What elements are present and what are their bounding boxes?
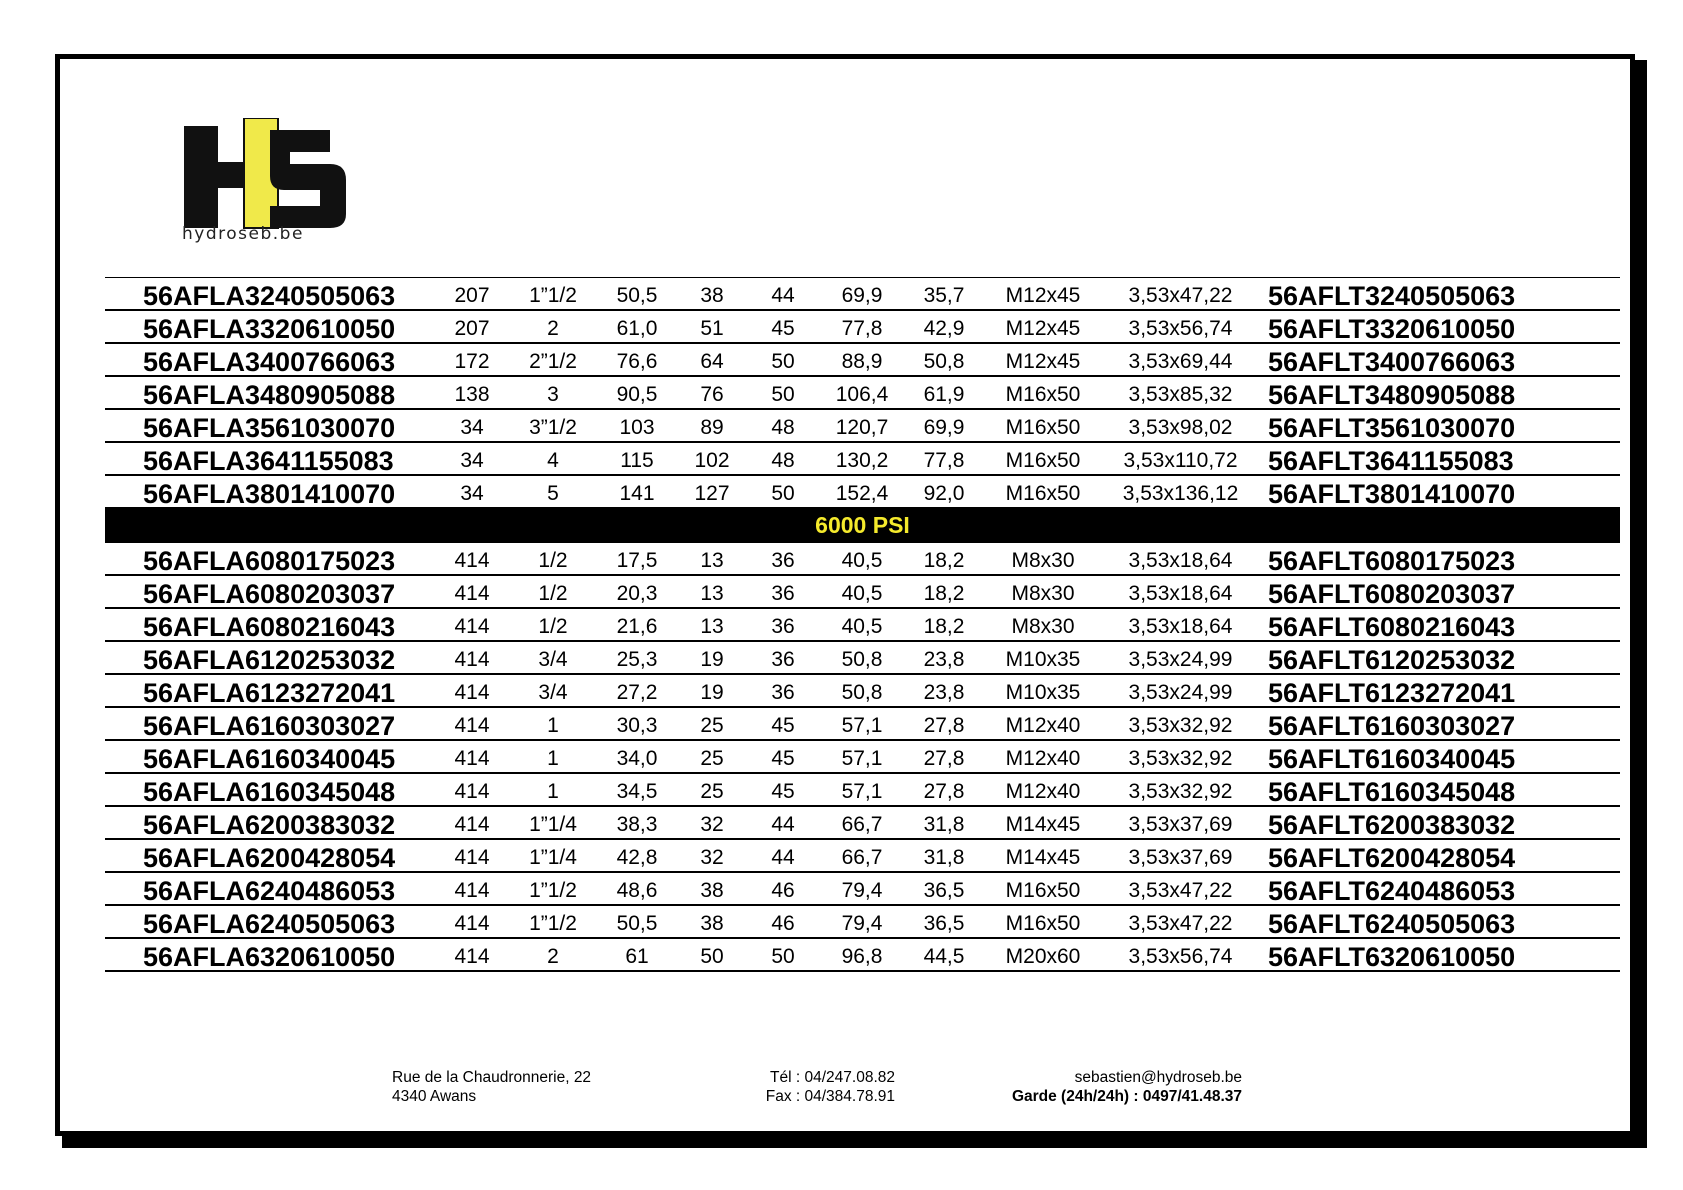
fax: Fax : 04/384.78.91	[765, 1088, 895, 1105]
table-cell: 50,8	[819, 674, 905, 707]
table-cell: 40,5	[819, 608, 905, 641]
table-cell: 127	[677, 475, 747, 508]
table-cell: 36,5	[905, 872, 983, 905]
table-cell: 40,5	[819, 542, 905, 575]
table-cell: 1	[509, 740, 597, 773]
part-code-t: 56AFLT6200428054	[1258, 839, 1620, 872]
part-code-a: 56AFLA6080175023	[105, 542, 435, 575]
table-cell: 414	[435, 938, 509, 971]
table-cell: 38	[677, 905, 747, 938]
table-cell: 2”1/2	[509, 343, 597, 376]
table-cell: 76	[677, 376, 747, 409]
table-row	[105, 409, 1620, 442]
table-cell: 45	[747, 310, 819, 343]
table-cell: 36	[747, 674, 819, 707]
part-code-a: 56AFLA3801410070	[105, 475, 435, 508]
table-cell: 1	[509, 773, 597, 806]
table-cell: 1/2	[509, 608, 597, 641]
table-cell: 76,6	[597, 343, 677, 376]
table-cell: 207	[435, 310, 509, 343]
emergency-line: Garde (24h/24h) : 0497/41.48.37	[1011, 1088, 1242, 1105]
table-cell: 18,2	[905, 542, 983, 575]
table-cell: 25,3	[597, 641, 677, 674]
table-row	[105, 641, 1620, 674]
table-cell: 106,4	[819, 376, 905, 409]
table-cell: 3,53x37,69	[1103, 806, 1258, 839]
part-code-t: 56AFLT6160345048	[1258, 773, 1620, 806]
table-cell: 414	[435, 542, 509, 575]
table-cell: 44	[747, 839, 819, 872]
table-cell: 2	[509, 310, 597, 343]
table-cell: 36	[747, 575, 819, 608]
table-cell: 18,2	[905, 575, 983, 608]
table-row	[105, 575, 1620, 608]
table-cell: 115	[597, 442, 677, 475]
table-cell: 79,4	[819, 872, 905, 905]
table-cell: 13	[677, 608, 747, 641]
table-cell: 27,2	[597, 674, 677, 707]
table-cell: 57,1	[819, 707, 905, 740]
table-body-3000	[105, 278, 1620, 509]
table-cell: 3,53x32,92	[1103, 740, 1258, 773]
table-cell: 61	[597, 938, 677, 971]
table-cell: 25	[677, 773, 747, 806]
table-cell: 1”1/2	[509, 905, 597, 938]
table-cell: 414	[435, 740, 509, 773]
table-cell: 88,9	[819, 343, 905, 376]
table-cell: 44,5	[905, 938, 983, 971]
table-cell: 25	[677, 707, 747, 740]
table-cell: 46	[747, 905, 819, 938]
table-cell: 77,8	[819, 310, 905, 343]
part-code-a: 56AFLA3400766063	[105, 343, 435, 376]
table-cell: M12x45	[983, 278, 1103, 311]
part-code-a: 56AFLA6080203037	[105, 575, 435, 608]
table-cell: 414	[435, 773, 509, 806]
table-cell: 13	[677, 575, 747, 608]
table-cell: 3,53x110,72	[1103, 442, 1258, 475]
table-cell: 79,4	[819, 905, 905, 938]
table-cell: 414	[435, 674, 509, 707]
table-cell: 3,53x47,22	[1103, 872, 1258, 905]
table-row	[105, 740, 1620, 773]
part-code-t: 56AFLT3400766063	[1258, 343, 1620, 376]
table-cell: 3,53x56,74	[1103, 938, 1258, 971]
part-code-a: 56AFLA3561030070	[105, 409, 435, 442]
table-cell: 35,7	[905, 278, 983, 311]
table-cell: 3/4	[509, 641, 597, 674]
table-cell: 50,8	[905, 343, 983, 376]
table-cell: 50	[747, 475, 819, 508]
table-cell: 1”1/4	[509, 806, 597, 839]
table-row	[105, 938, 1620, 971]
part-code-t: 56AFLT3641155083	[1258, 442, 1620, 475]
table-cell: 3,53x18,64	[1103, 608, 1258, 641]
table-cell: 3”1/2	[509, 409, 597, 442]
part-code-a: 56AFLA6320610050	[105, 938, 435, 971]
table-cell: 69,9	[905, 409, 983, 442]
footer-address	[392, 1068, 591, 1106]
table-cell: 23,8	[905, 641, 983, 674]
table-row	[105, 905, 1620, 938]
table-cell: 3,53x85,32	[1103, 376, 1258, 409]
table-cell: M8x30	[983, 575, 1103, 608]
table-cell: 61,9	[905, 376, 983, 409]
table-cell: M12x40	[983, 707, 1103, 740]
part-code-a: 56AFLA6160303027	[105, 707, 435, 740]
table-row	[105, 376, 1620, 409]
table-cell: 30,3	[597, 707, 677, 740]
table-cell: 152,4	[819, 475, 905, 508]
table-cell: 44	[747, 806, 819, 839]
table-row	[105, 475, 1620, 508]
table-cell: 42,8	[597, 839, 677, 872]
table-cell: 3,53x32,92	[1103, 773, 1258, 806]
table-row	[105, 343, 1620, 376]
table-cell: 3,53x69,44	[1103, 343, 1258, 376]
part-code-a: 56AFLA6160345048	[105, 773, 435, 806]
table-cell: 40,5	[819, 575, 905, 608]
table-cell: 102	[677, 442, 747, 475]
part-code-t: 56AFLT6240486053	[1258, 872, 1620, 905]
table-cell: 34,5	[597, 773, 677, 806]
table-cell: 34	[435, 475, 509, 508]
table-cell: 36	[747, 641, 819, 674]
part-code-a: 56AFLA6240505063	[105, 905, 435, 938]
table-cell: 3,53x18,64	[1103, 542, 1258, 575]
table-cell: 36	[747, 608, 819, 641]
part-code-t: 56AFLT3320610050	[1258, 310, 1620, 343]
footer-phone	[745, 1068, 895, 1106]
table-cell: 45	[747, 740, 819, 773]
table-cell: 96,8	[819, 938, 905, 971]
table-row	[105, 707, 1620, 740]
table-row	[105, 278, 1620, 311]
table-cell: 172	[435, 343, 509, 376]
table-cell: 48	[747, 442, 819, 475]
table-cell: 90,5	[597, 376, 677, 409]
table-cell: 45	[747, 707, 819, 740]
table-row	[105, 773, 1620, 806]
part-code-t: 56AFLT6080175023	[1258, 542, 1620, 575]
table-cell: 130,2	[819, 442, 905, 475]
table-cell: 34	[435, 442, 509, 475]
table-cell: 1	[509, 707, 597, 740]
part-code-t: 56AFLT3561030070	[1258, 409, 1620, 442]
table-cell: 414	[435, 839, 509, 872]
table-row	[105, 442, 1620, 475]
footer-contact	[930, 1068, 1242, 1106]
part-code-t: 56AFLT3801410070	[1258, 475, 1620, 508]
table-cell: 50	[747, 376, 819, 409]
table-cell: 414	[435, 872, 509, 905]
table-row	[105, 674, 1620, 707]
part-code-a: 56AFLA6080216043	[105, 608, 435, 641]
table-cell: 3,53x47,22	[1103, 278, 1258, 311]
table-cell: 34	[435, 409, 509, 442]
part-code-a: 56AFLA6160340045	[105, 740, 435, 773]
table-cell: 414	[435, 806, 509, 839]
table-cell: 46	[747, 872, 819, 905]
table-cell: 51	[677, 310, 747, 343]
part-code-a: 56AFLA3240505063	[105, 278, 435, 311]
table-cell: 17,5	[597, 542, 677, 575]
table-cell: 34,0	[597, 740, 677, 773]
table-cell: 31,8	[905, 839, 983, 872]
table-cell: 3,53x24,99	[1103, 641, 1258, 674]
table-cell: 92,0	[905, 475, 983, 508]
table-cell: 23,8	[905, 674, 983, 707]
table-cell: 3,53x98,02	[1103, 409, 1258, 442]
table-cell: 66,7	[819, 806, 905, 839]
table-cell: M16x50	[983, 475, 1103, 508]
table-cell: 3,53x37,69	[1103, 839, 1258, 872]
part-code-t: 56AFLT3240505063	[1258, 278, 1620, 311]
table-cell: 38,3	[597, 806, 677, 839]
table-cell: M10x35	[983, 674, 1103, 707]
table-row	[105, 310, 1620, 343]
table-cell: M14x45	[983, 839, 1103, 872]
table-cell: 19	[677, 674, 747, 707]
part-code-a: 56AFLA3320610050	[105, 310, 435, 343]
table-cell: 89	[677, 409, 747, 442]
table-cell: 50	[747, 343, 819, 376]
table-cell: 48	[747, 409, 819, 442]
part-code-t: 56AFLT3480905088	[1258, 376, 1620, 409]
table-row	[105, 608, 1620, 641]
part-code-t: 56AFLT6080216043	[1258, 608, 1620, 641]
table-cell: 27,8	[905, 740, 983, 773]
table-cell: 77,8	[905, 442, 983, 475]
part-code-t: 56AFLT6160340045	[1258, 740, 1620, 773]
table-cell: 38	[677, 278, 747, 311]
table-cell: 69,9	[819, 278, 905, 311]
table-cell: 48,6	[597, 872, 677, 905]
table-cell: 3,53x136,12	[1103, 475, 1258, 508]
email-link[interactable]: sebastien@hydroseb.be	[1074, 1069, 1242, 1086]
table-cell: 50,5	[597, 278, 677, 311]
section-label: 6000 PSI	[105, 508, 1620, 542]
address-line2: 4340 Awans	[392, 1088, 477, 1105]
table-cell: M8x30	[983, 608, 1103, 641]
table-cell: 103	[597, 409, 677, 442]
part-code-a: 56AFLA3480905088	[105, 376, 435, 409]
part-code-t: 56AFLT6160303027	[1258, 707, 1620, 740]
table-cell: 138	[435, 376, 509, 409]
part-code-t: 56AFLT6240505063	[1258, 905, 1620, 938]
part-code-a: 56AFLA3641155083	[105, 442, 435, 475]
table-cell: 27,8	[905, 773, 983, 806]
table-cell: 414	[435, 641, 509, 674]
table-cell: 3,53x47,22	[1103, 905, 1258, 938]
table-cell: 36	[747, 542, 819, 575]
table-cell: 3,53x56,74	[1103, 310, 1258, 343]
table-cell: M12x40	[983, 740, 1103, 773]
table-cell: 42,9	[905, 310, 983, 343]
table-cell: 44	[747, 278, 819, 311]
table-cell: 3,53x32,92	[1103, 707, 1258, 740]
table-cell: 25	[677, 740, 747, 773]
part-code-a: 56AFLA6240486053	[105, 872, 435, 905]
table-cell: 4	[509, 442, 597, 475]
table-cell: 1”1/2	[509, 872, 597, 905]
table-cell: 45	[747, 773, 819, 806]
table-cell: 2	[509, 938, 597, 971]
table-cell: M12x45	[983, 310, 1103, 343]
table-cell: 38	[677, 872, 747, 905]
table-cell: 50,8	[819, 641, 905, 674]
part-code-t: 56AFLT6200383032	[1258, 806, 1620, 839]
table-cell: 3	[509, 376, 597, 409]
table-cell: M10x35	[983, 641, 1103, 674]
table-cell: M12x45	[983, 343, 1103, 376]
table-cell: M16x50	[983, 442, 1103, 475]
table-row	[105, 542, 1620, 575]
part-code-t: 56AFLT6080203037	[1258, 575, 1620, 608]
table-cell: 50	[677, 938, 747, 971]
table-cell: M20x60	[983, 938, 1103, 971]
table-cell: M16x50	[983, 872, 1103, 905]
table-cell: 3/4	[509, 674, 597, 707]
table-body-6000	[105, 542, 1620, 971]
table-cell: M16x50	[983, 905, 1103, 938]
table-cell: 19	[677, 641, 747, 674]
table-cell: 50,5	[597, 905, 677, 938]
table-row	[105, 872, 1620, 905]
table-cell: 3,53x24,99	[1103, 674, 1258, 707]
table-cell: 120,7	[819, 409, 905, 442]
table-cell: 18,2	[905, 608, 983, 641]
telephone: Tél : 04/247.08.82	[770, 1069, 895, 1086]
table-cell: 31,8	[905, 806, 983, 839]
part-code-t: 56AFLT6123272041	[1258, 674, 1620, 707]
table-cell: M8x30	[983, 542, 1103, 575]
table-cell: 414	[435, 608, 509, 641]
part-code-a: 56AFLA6123272041	[105, 674, 435, 707]
table-cell: M14x45	[983, 806, 1103, 839]
table-cell: 64	[677, 343, 747, 376]
table-cell: 207	[435, 278, 509, 311]
table-cell: 1”1/4	[509, 839, 597, 872]
table-cell: 3,53x18,64	[1103, 575, 1258, 608]
table-cell: 21,6	[597, 608, 677, 641]
table-cell: 57,1	[819, 773, 905, 806]
part-code-a: 56AFLA6200383032	[105, 806, 435, 839]
logo-text: hydroseb.be	[182, 224, 304, 244]
table-cell: 66,7	[819, 839, 905, 872]
table-cell: 414	[435, 905, 509, 938]
address-line1: Rue de la Chaudronnerie, 22	[392, 1069, 592, 1086]
table-cell: 50	[747, 938, 819, 971]
table-row	[105, 806, 1620, 839]
table-cell: 32	[677, 806, 747, 839]
table-cell: 414	[435, 707, 509, 740]
table-cell: 414	[435, 575, 509, 608]
table-cell: M12x40	[983, 773, 1103, 806]
parts-table	[105, 277, 1620, 972]
table-cell: 57,1	[819, 740, 905, 773]
table-cell: 1”1/2	[509, 278, 597, 311]
table-cell: 141	[597, 475, 677, 508]
table-cell: 20,3	[597, 575, 677, 608]
table-cell: 5	[509, 475, 597, 508]
part-code-a: 56AFLA6200428054	[105, 839, 435, 872]
section-row	[105, 508, 1620, 542]
table-cell: 36,5	[905, 905, 983, 938]
table-cell: M16x50	[983, 376, 1103, 409]
table-cell: 13	[677, 542, 747, 575]
table-cell: 61,0	[597, 310, 677, 343]
part-code-t: 56AFLT6320610050	[1258, 938, 1620, 971]
table-cell: M16x50	[983, 409, 1103, 442]
table-row	[105, 839, 1620, 872]
part-code-a: 56AFLA6120253032	[105, 641, 435, 674]
table-cell: 1/2	[509, 575, 597, 608]
table-cell: 32	[677, 839, 747, 872]
table-cell: 1/2	[509, 542, 597, 575]
part-code-t: 56AFLT6120253032	[1258, 641, 1620, 674]
table-cell: 27,8	[905, 707, 983, 740]
